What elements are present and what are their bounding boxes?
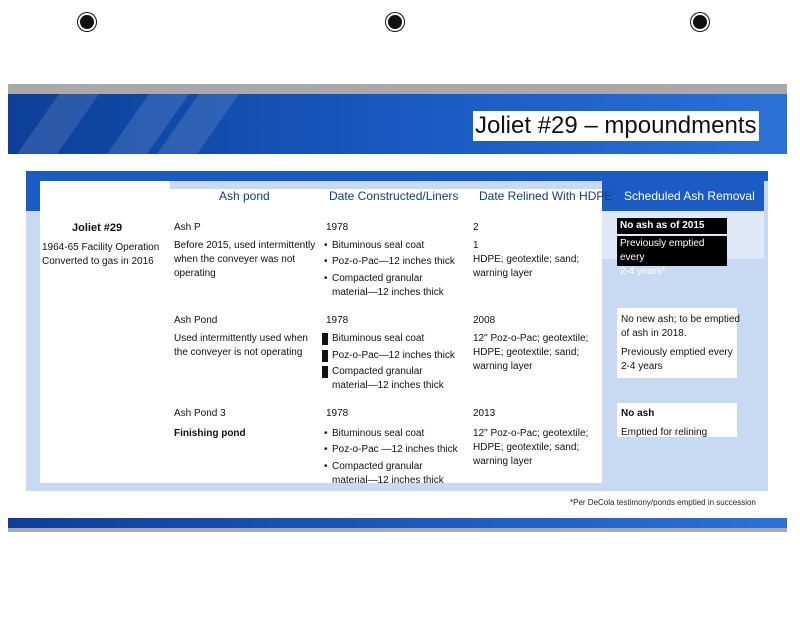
pond-description: Before 2015, used intermittently [174,240,316,251]
pond-description: when the conveyer was not [174,254,296,265]
constructed-year: 1978 [326,222,349,233]
bottom-bar [8,518,787,528]
removal-detail-highlight: Previously emptied every 2-4 years* [617,236,727,266]
station-detail: Converted to gas in 2016 [42,256,154,267]
constructed-year: 1978 [326,315,349,326]
relined-detail: HDPE; geotextile; sand; [473,347,580,358]
removal-detail: Emptied for relining [621,427,708,438]
liner-item: • Bituminous seal coat [324,428,425,439]
pond-name: Ash Pond [174,315,218,326]
bottom-stripe [8,528,787,532]
liner-item: • Bituminous seal coat [324,240,425,251]
banner-top-stripe [8,84,787,94]
relined-detail: 12" Poz-o-Pac; geotextile; [473,428,589,439]
removal-detail: Previously emptied every [621,347,733,358]
relined-detail: HDPE; geotextile; sand; [473,254,580,265]
relined-detail: warning layer [473,361,533,372]
liner-item: Compacted granular [332,366,423,377]
header-scheduled-removal: Scheduled Ash Removal [624,189,755,203]
removal-status: of ash in 2018. [621,328,687,339]
pond-description: Used intermittently used when [174,333,308,344]
liner-item-cont: material—12 inches thick [332,380,444,391]
header-date-relined: Date Relined With HDPE [479,189,613,203]
relined-year: 2008 [473,315,496,326]
slide-title: Joliet #29 – mpoundments [475,112,757,139]
pond-description: the conveyer is not operating [174,347,303,358]
relined-detail: 12" Poz-o-Pac; geotextile; [473,333,589,344]
liner-item-cont: material—12 inches thick [332,475,444,486]
liner-item: • Compacted granular [324,273,423,284]
removal-status-highlight: No ash as of 2015 [617,218,727,234]
binder-hole [691,13,709,31]
pond-name: Ash P [174,222,201,233]
pond-name: Ash Pond 3 [174,408,226,419]
liner-item: Bituminous seal coat [332,333,425,344]
relined-year: 2013 [473,408,496,419]
constructed-year: 1978 [326,408,349,419]
liner-item: • Poz-o-Pac—12 inches thick [324,256,455,267]
removal-status: No ash [621,408,655,419]
binder-hole [386,13,404,31]
footnote: *Per DeCola testimony/ponds emptied in succession [570,498,756,507]
relined-detail: HDPE; geotextile; sand; [473,442,580,453]
pond-description: Finishing pond [174,428,246,439]
binder-hole [78,13,96,31]
relined-detail: 1 [473,240,479,251]
liner-item: • Compacted granular [324,461,423,472]
relined-detail: warning layer [473,268,533,279]
station-detail: 1964-65 Facility Operation [42,242,160,253]
header-ash-pond: Ash pond [219,189,270,203]
station-name: Joliet #29 [72,222,123,234]
relined-year: 2 [473,222,479,233]
header-date-constructed: Date Constructed/Liners [329,189,459,203]
liner-item-cont: material—12 inches thick [332,287,444,298]
table-top-bar [26,171,768,181]
pond-description: operating [174,268,216,279]
liner-item: Poz-o-Pac—12 inches thick [332,350,455,361]
removal-status: No new ash; to be emptied [621,314,740,325]
relined-detail: warning layer [473,456,533,467]
header-station: Sta [79,189,98,203]
liner-item: • Poz-o-Pac —12 inches thick [324,444,458,455]
removal-detail: 2-4 years [621,361,663,372]
